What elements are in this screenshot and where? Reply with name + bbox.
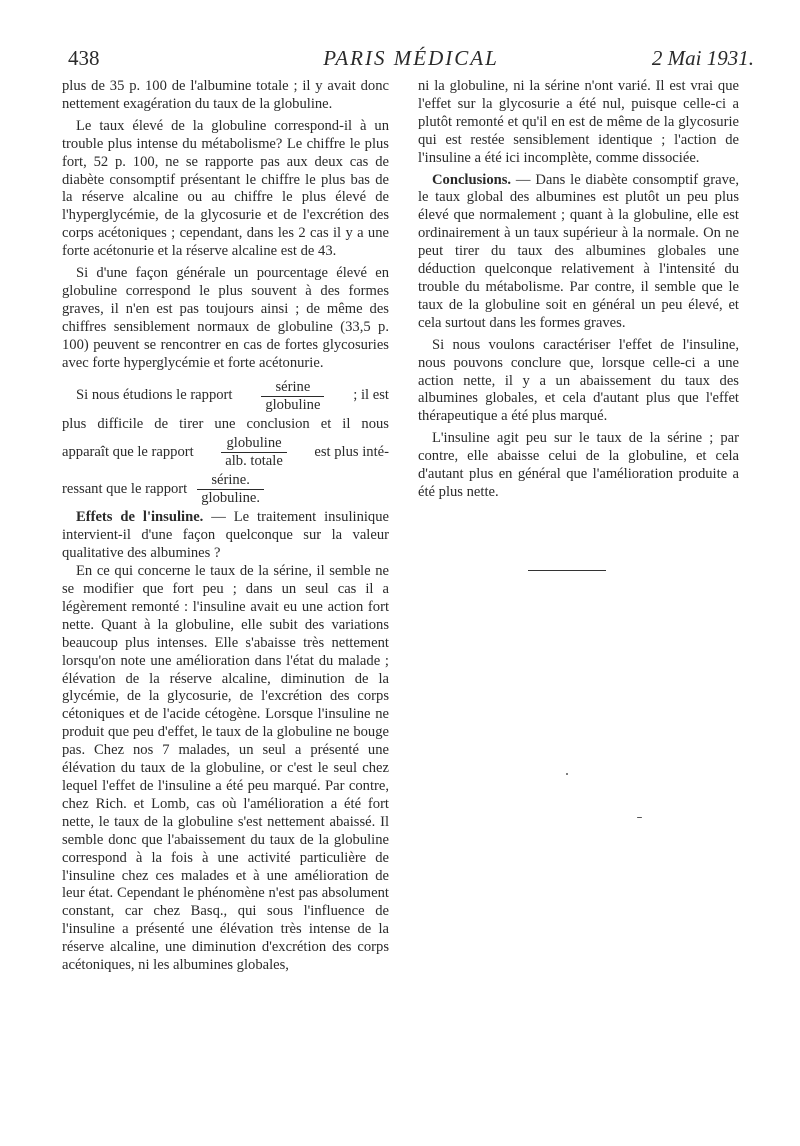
section-heading: Conclusions. [432, 171, 512, 188]
fraction-denominator: globuline [265, 396, 321, 413]
fraction-denominator: globuline. [201, 490, 260, 507]
paragraph: ni la globuline, ni la sérine n'ont varié. Il est vrai que l'effet sur la glycosurie a été nul, puisque celle-ci a plutôt remonté et qu'il en est de même de la glycosurie qui est restée sensiblement identique ; l'action de l'insuline a été ici incomplète, comme dissociée. [418, 78, 739, 166]
fraction-numerator: sérine [261, 379, 324, 397]
fraction-serine-globuline [261, 379, 324, 414]
paragraph: Si nous voulons caractériser l'effet de l'insuline, nous pouvons conclure que, lorsque celle-ci a une action nette, il y a un abaissement du taux des albumines globales, et cela d'autant plus que l'effet thérapeutique a été plus marqué. [418, 336, 739, 425]
ratio-text: ; il est [353, 387, 389, 404]
paragraph: Le taux élevé de la globuline correspond-il à un trouble plus intense du métabolisme? Le chiffre le plus fort, 52 p. 100, ne se rapporte pas aux deux cas de diabète consomptif présentant le chiffre le plus bas de la réserve alcaline ou au chiffre le plus élevé de l'hyperglycémie, de la glycosurie et de l'excrétion des corps acétoniques ; cependant, dans les 2 cas il y a une forte acétonurie et la réserve alcaline est de 43. [62, 117, 389, 260]
fraction-numerator: globuline [221, 435, 287, 453]
print-speck [566, 773, 568, 775]
running-header [68, 46, 754, 76]
ratio-text: apparaît que le rapport [62, 443, 194, 460]
fraction-denominator: alb. totale [225, 453, 283, 470]
paragraph: L'insuline agit peu sur le taux de la sérine ; par contre, elle abaisse celui de la globuline, et cela d'autant plus en général que l'amélioration produite a été plus nette. [418, 430, 739, 500]
ratio-sentence-line-4 [62, 472, 389, 507]
issue-date: 2 Mai 1931. [651, 46, 754, 70]
ratio-sentence-line-2: plus difficile de tirer une conclusion et il nous [62, 415, 389, 432]
section-effets-insuline [62, 509, 389, 563]
fraction-serine-globuline-2 [197, 472, 264, 507]
journal-title: PARIS MÉDICAL [323, 46, 499, 70]
ratio-text: ressant que le rapport [62, 480, 188, 497]
left-column [62, 78, 389, 975]
section-conclusions [418, 172, 739, 333]
section-heading: Effets de l'insuline. [76, 509, 204, 526]
ratio-text: est plus inté- [314, 443, 389, 460]
paragraph: Si d'une façon générale un pourcentage élevé en globuline correspond le plus souvent à des formes graves, il n'en est pas toujours ainsi ; de même des chiffres sensiblement normaux de globuline (33,5 p. 100) peuvent se rencontrer en cas de fortes glycosuries avec forte hyperglycémie et forte acétonurie. [62, 265, 389, 371]
page-number: 438 [68, 46, 100, 70]
paragraph: En ce qui concerne le taux de la sérine, il semble ne se modifier que fort peu ; dans un seul cas il a légèrement remonté : l'insuline avait eu une action fort nette. Quant à la globuline, elle subit des variations beaucoup plus intenses. Elle s'abaisse très nettement lorsqu'on note une amélioration dans l'état du malade ; élévation de la réserve alcaline, diminution de la glycémie, de la glycosurie, de l'excrétion des corps cétoniques et de l'acide cétogène. Lorsque l'insuline ne produit que peu d'effet, le taux de la globuline ne bouge pas. Chez nos 7 malades, un seul a présenté une élévation du taux de la globuline, or c'est le seul chez lequel l'effet de l'insuline a été peu marqué. Par contre, chez Rich. et Lomb, cas où l'amélioration a été fort nette, le taux de la globuline s'est nettement abaissé. Il semble donc que l'abaissement du taux de la globuline correspond à la fois à une activité particulière de l'insuline chez ces malades et à une amélioration de leur état. Cependant le phénomène n'est pas absolument constant, car chez Basq., qui sous l'influence de l'insuline a présenté une élévation très intense de la réserve alcaline, une diminution d'excrétion des corps acétoniques, ni les albumines globales, [62, 563, 389, 974]
ratio-text: Si nous étudions le rapport [76, 387, 233, 404]
ratio-sentence-line-3 [62, 435, 389, 470]
right-column [418, 78, 739, 502]
section-text: — Le traitement insulinique intervient-il d'une façon quelconque sur la valeur qualitative des albumines ? [62, 509, 389, 562]
fraction-numerator: sérine. [197, 472, 264, 490]
ratio-sentence-line-1 [62, 379, 389, 414]
end-of-article-rule [528, 570, 606, 571]
paragraph: plus de 35 p. 100 de l'albumine totale ; il y avait donc nettement exagération du taux de la globuline. [62, 78, 389, 112]
print-speck [637, 817, 642, 818]
section-text: — Dans le diabète consomptif grave, le taux global des albumines est plutôt un peu plus élevé que normalement ; quant à la globuline, elle est ordinairement à un taux supérieur à la normale. On ne peut tirer du taux des albumines globales une déduction quelconque relativement à l'intensité du trouble du métabolisme. Par contre, il semble que le taux de la globuline soit en général un peu élevé, et cela surtout dans les formes graves. [418, 171, 739, 331]
fraction-globuline-albumine-totale [221, 435, 287, 470]
